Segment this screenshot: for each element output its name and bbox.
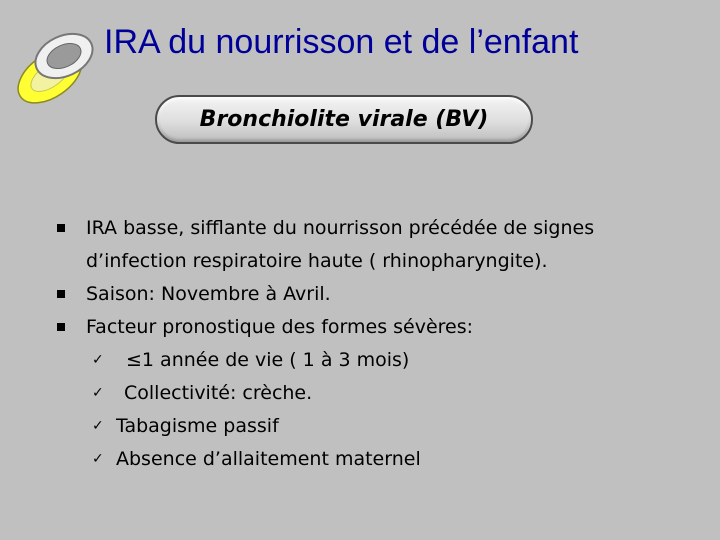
check-text: Collectivité: crèche. bbox=[124, 382, 313, 404]
bullet-text: IRA basse, sifflante du nourrisson précédée de signes bbox=[86, 217, 595, 239]
bullet-text-continuation: d’infection respiratoire haute ( rhinopharyngite). bbox=[86, 250, 548, 272]
check-item bbox=[86, 377, 696, 410]
square-bullet-icon bbox=[57, 224, 65, 232]
bullet-item bbox=[86, 311, 696, 344]
bullet-item bbox=[86, 278, 696, 311]
check-icon: ✓ bbox=[92, 451, 104, 467]
bullet-item bbox=[86, 212, 696, 278]
check-text: Absence d’allaitement maternel bbox=[116, 448, 421, 470]
square-bullet-icon bbox=[57, 323, 65, 331]
check-icon: ✓ bbox=[92, 418, 104, 434]
square-bullet-icon bbox=[57, 290, 65, 298]
check-icon: ✓ bbox=[92, 385, 104, 401]
check-item bbox=[86, 443, 696, 476]
subtitle-text: Bronchiolite virale (BV) bbox=[199, 107, 489, 132]
ring-logo-icon bbox=[6, 18, 106, 108]
check-item bbox=[86, 410, 696, 443]
check-icon: ✓ bbox=[92, 352, 104, 368]
check-text: ≤1 année de vie ( 1 à 3 mois) bbox=[126, 349, 410, 371]
subtitle-banner bbox=[155, 95, 533, 144]
bullet-text: Facteur pronostique des formes sévères: bbox=[86, 316, 474, 338]
bullet-list bbox=[86, 212, 696, 476]
bullet-text: Saison: Novembre à Avril. bbox=[86, 283, 331, 305]
check-item bbox=[86, 344, 696, 377]
check-text: Tabagisme passif bbox=[116, 415, 279, 437]
slide-title: IRA du nourrisson et de l’enfant bbox=[104, 23, 579, 61]
